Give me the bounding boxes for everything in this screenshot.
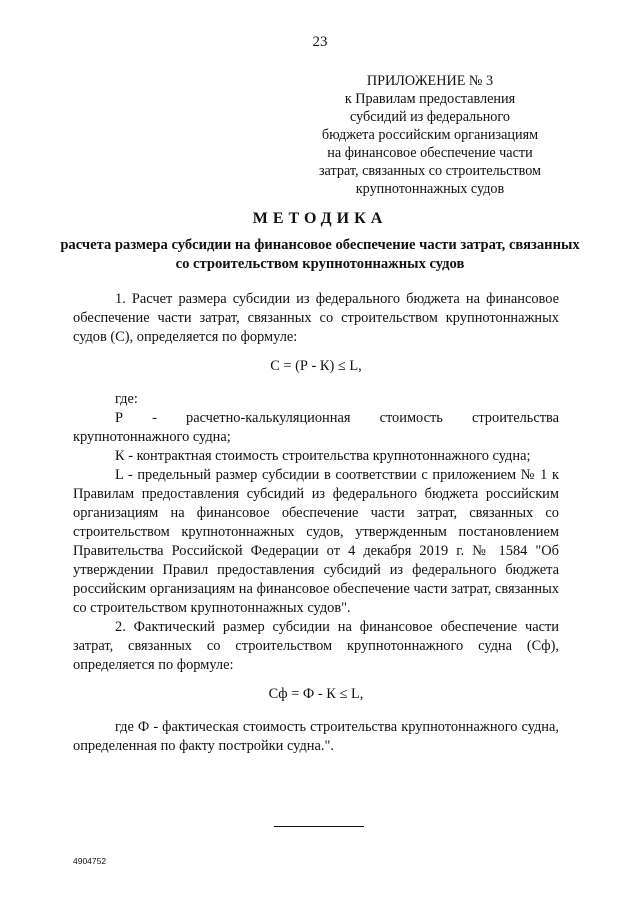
appendix-line: ПРИЛОЖЕНИЕ № 3	[366, 73, 494, 89]
definition-p: Р - расчетно-калькуляционная стоимость строительства крупнотоннажного судна;	[73, 410, 559, 445]
document-code: 4904752	[73, 856, 107, 866]
where-label: где:	[115, 391, 138, 407]
formula-1: С = (Р - К) ≤ L,	[270, 358, 362, 374]
paragraph-1: 1. Расчет размера субсидии из федерального бюджета на финансовое обеспечение части затрат, связанных со строительством крупнотоннажных судов (С), определяется по формуле:	[73, 291, 559, 345]
appendix-line: крупнотоннажных судов	[355, 181, 505, 197]
definition-f: где Ф - фактическая стоимость строительства крупнотоннажного судна, определенная по факту постройки судна.".	[73, 719, 559, 754]
document-title: МЕТОДИКА	[252, 210, 388, 227]
appendix-line: на финансовое обеспечение части	[327, 145, 533, 161]
closing-rule	[274, 826, 364, 827]
formula-2: Сф = Ф - К ≤ L,	[268, 686, 364, 702]
page-number: 23	[312, 34, 328, 50]
document-body	[73, 290, 559, 756]
document-subtitle: расчета размера субсидии на финансовое обеспечение части затрат, связанных со строительством крупнотоннажных судов	[60, 237, 580, 272]
appendix-header	[310, 72, 550, 198]
paragraph-2: 2. Фактический размер субсидии на финансовое обеспечение части затрат, связанных со строительством крупнотоннажного судна (Сф), определяется по формуле:	[73, 619, 559, 673]
definition-k: К - контрактная стоимость строительства крупнотоннажного судна;	[115, 448, 531, 464]
appendix-line: затрат, связанных со строительством	[318, 163, 542, 179]
appendix-line: к Правилам предоставления	[344, 91, 516, 107]
appendix-line: бюджета российским организациям	[321, 127, 539, 143]
definition-l: L - предельный размер субсидии в соответствии с приложением № 1 к Правилам предоставления субсидий из федерального бюджета российским организациям на финансовое обеспечение части затрат, связанных со строительством крупнотоннажных судов, утвержденным постановлением Правительства Российской Федерации от 4 декабря 2019 г. № 1584 "Об утверждении Правил предоставления субсидий из федерального бюджета российским организациям на финансовое обеспечение части затрат, связанных со строительством крупнотоннажных судов".	[73, 467, 559, 616]
appendix-line: субсидий из федерального	[350, 109, 510, 125]
